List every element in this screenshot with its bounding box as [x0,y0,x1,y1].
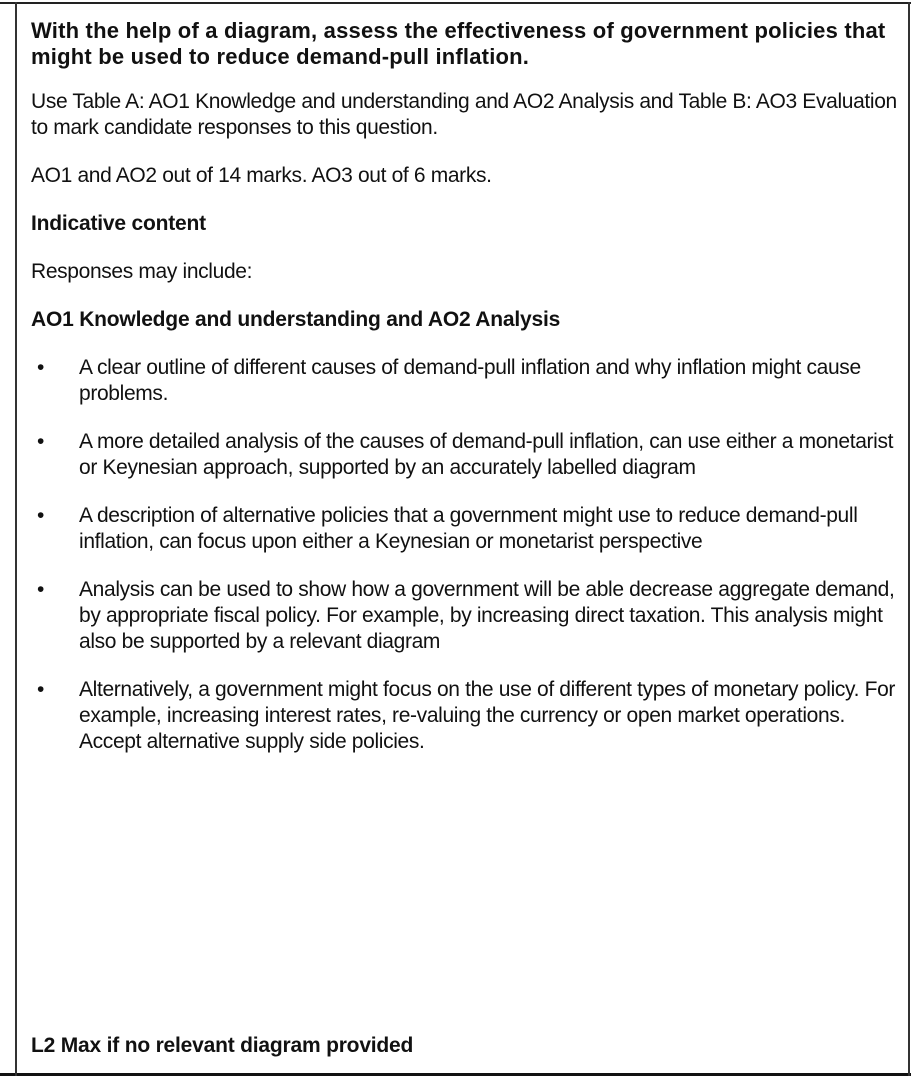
bullet-icon: • [37,356,45,379]
indicative-bullet-list [31,355,903,755]
list-item-text: Alternatively, a government might focus on the use of different types of monetary policy. For example, increasing interest rates, re-valuing the currency or open market operations. Accept alternative supply side policies. [79,678,896,753]
bullet-icon: • [37,678,45,701]
question-title: With the help of a diagram, assess the effectiveness of government policies that might be used to reduce demand-pull inflation. [31,18,886,69]
list-item-text: A description of alternative policies that a government might use to reduce demand-pull inflation, can focus upon either a Keynesian or monetarist perspective [79,504,858,553]
list-item [31,429,903,481]
ao1-ao2-heading: AO1 Knowledge and understanding and AO2 Analysis [31,308,561,331]
marks-allocation: AO1 and AO2 out of 14 marks. AO3 out of 6 marks. [31,164,492,187]
bullet-icon: • [37,578,45,601]
indicative-content-heading: Indicative content [31,212,206,235]
list-item-text: A clear outline of different causes of demand-pull inflation and why inflation might cause problems. [79,356,861,405]
list-item-text: A more detailed analysis of the causes of demand-pull inflation, can use either a monetarist or Keynesian approach, supported by an accurately labelled diagram [79,430,894,479]
diagram-requirement-note: L2 Max if no relevant diagram provided [31,1034,414,1057]
bullet-icon: • [37,504,45,527]
marking-instructions: Use Table A: AO1 Knowledge and understanding and AO2 Analysis and Table B: AO3 Evaluation to mark candidate responses to this question. [31,90,897,139]
list-item-text: Analysis can be used to show how a government will be able decrease aggregate demand, by appropriate fiscal policy. For example, by increasing direct taxation. This analysis might also be supported by a relevant diagram [79,578,895,653]
list-item [31,677,903,755]
responses-intro: Responses may include: [31,260,253,283]
table-left-border [15,2,17,1076]
mark-scheme-cell [31,18,903,777]
list-item [31,355,903,407]
table-right-border [908,2,910,1076]
list-item [31,503,903,555]
bullet-icon: • [37,430,45,453]
list-item [31,577,903,655]
